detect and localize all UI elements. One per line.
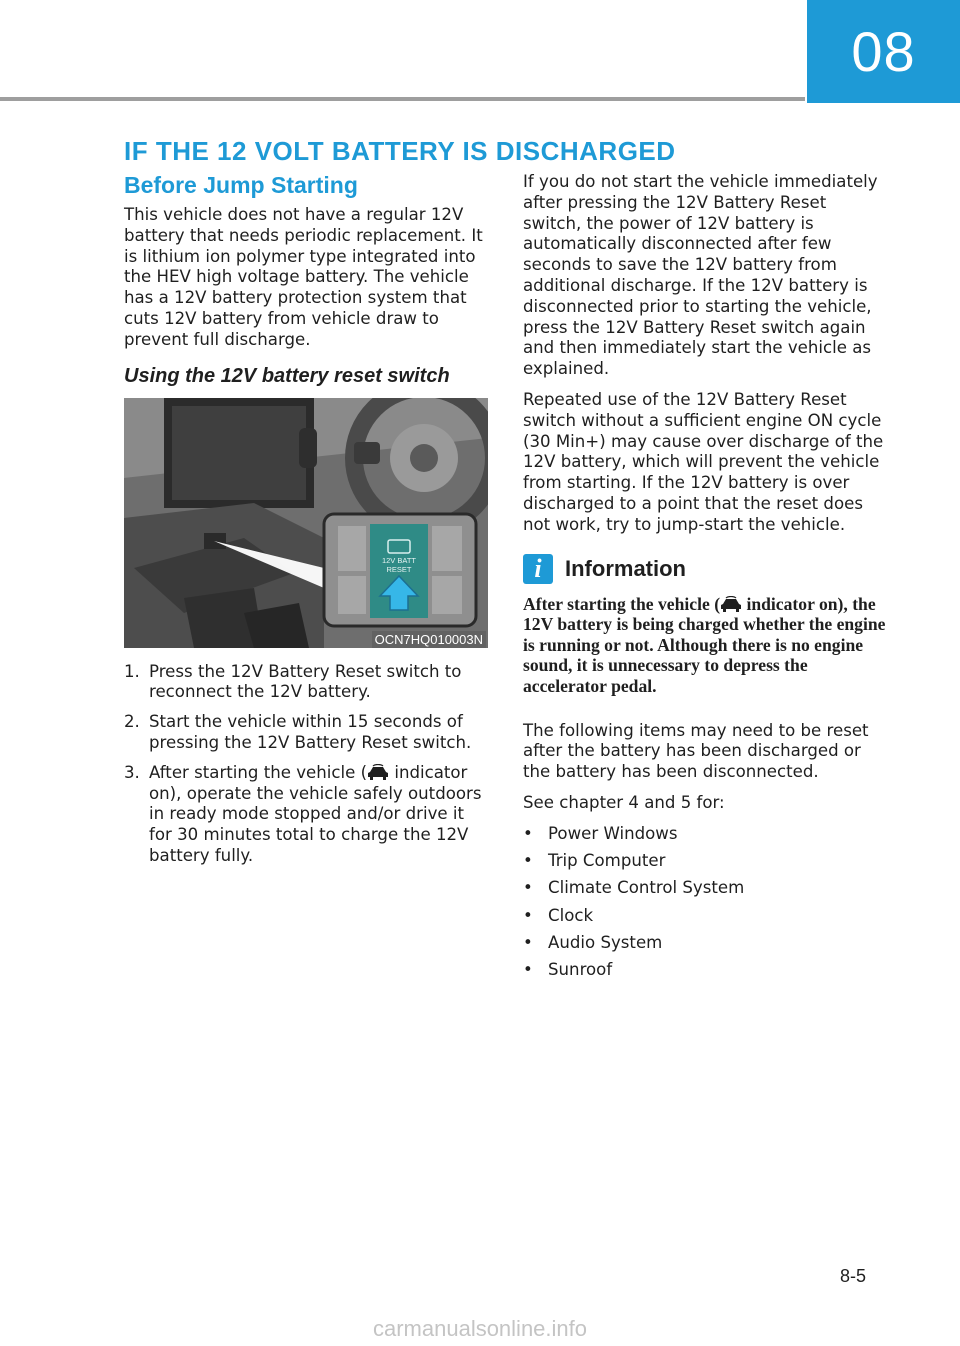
bullet-icon: • — [523, 905, 533, 925]
car-ready-indicator-icon — [720, 596, 742, 612]
left-column — [124, 172, 488, 876]
info-icon: i — [523, 554, 553, 584]
list-item-text: Sunroof — [548, 960, 613, 980]
list-item — [523, 933, 888, 954]
figure-code: OCN7HQ010003N — [372, 631, 486, 648]
information-title: Information — [565, 555, 686, 581]
list-item-text: Clock — [548, 905, 594, 925]
list-item — [523, 878, 888, 899]
step-number: 3. — [124, 762, 140, 782]
list-item — [523, 906, 888, 927]
subhead-before-jump-starting: Before Jump Starting — [124, 172, 358, 198]
list-item-text: Climate Control System — [548, 878, 745, 898]
list-item-text: Audio System — [548, 932, 663, 952]
info-text-pre: After starting the vehicle ( — [523, 593, 721, 614]
bullet-icon: • — [523, 932, 533, 952]
list-item — [523, 824, 888, 845]
button-label-line-1: 12V BATT — [381, 555, 417, 565]
dashboard-illustration — [124, 398, 488, 648]
header-rule — [0, 97, 805, 101]
step-number: 2. — [124, 712, 140, 732]
step-text: Press the 12V Battery Reset switch to reconnect the 12V battery. — [149, 661, 462, 702]
section-title: IF THE 12 VOLT BATTERY IS DISCHARGED — [124, 136, 676, 166]
battery-reset-switch-figure — [124, 398, 488, 648]
watermark: carmanualsonline.info — [372, 1316, 588, 1341]
bullet-icon: • — [523, 878, 533, 898]
bullet-icon: • — [523, 851, 533, 870]
see-chapter-paragraph: See chapter 4 and 5 for: — [523, 792, 725, 812]
step-text-pre: After starting the vehicle ( — [149, 762, 368, 782]
bullet-icon: • — [523, 823, 533, 843]
subsection-heading: Using the 12V battery reset switch — [124, 364, 450, 387]
chapter-tab: 08 — [807, 0, 960, 103]
step-text-post: indicator on), operate the vehicle safely outdoors in ready mode stopped and/or drive it for 30 minutes total to charge the 12V battery fully. — [149, 762, 482, 865]
step-text: Start the vehicle within 15 seconds of pressing the 12V Battery Reset switch. — [149, 712, 472, 752]
button-label-line-2: RESET — [386, 564, 412, 574]
list-item — [523, 960, 888, 981]
list-item — [523, 851, 888, 872]
reset-items-paragraph: The following items may need to be reset after the battery has been discharged or the battery has been disconnected. — [523, 720, 869, 782]
right-column — [523, 172, 888, 987]
steps-list — [124, 662, 488, 867]
car-ready-indicator-icon — [367, 764, 389, 780]
list-item-text: Trip Computer — [548, 851, 666, 870]
reset-items-list — [523, 824, 888, 981]
information-text — [523, 594, 888, 697]
step-item — [124, 712, 488, 754]
step-item — [124, 763, 488, 867]
repeated-use-paragraph: Repeated use of the 12V Battery Reset switch without a sufficient engine ON cycle (30 Min+) may cause over discharge of the 12V battery, which will prevent the vehicle from starting. If the 12V battery is over discharged to a point that the reset does not work, try to jump-start the vehicle. — [523, 389, 884, 534]
info-text-post: indicator on), the 12V battery is being charged whether the engine is running or not. Although there is no engine sound, it is unnecessary to depress the accelerator pedal. — [523, 593, 886, 696]
intro-paragraph: This vehicle does not have a regular 12V battery that needs periodic replacement. It is lithium ion polymer type integrated into the HEV high voltage battery. The vehicle has a 12V battery protection system that cuts 12V battery from vehicle draw to prevent full discharge. — [124, 205, 483, 349]
step-item — [124, 662, 488, 704]
disconnect-paragraph: If you do not start the vehicle immediately after pressing the 12V Battery Reset switch, the power of 12V battery is automatically disconnected after few seconds to save the 12V battery from additional discharge. If the 12V battery is disconnected prior to starting the vehicle, press the 12V Battery Reset switch again and then immediately start the vehicle as explained. — [523, 172, 878, 379]
page-number: 8-5 — [840, 1266, 867, 1286]
information-heading — [523, 554, 888, 584]
bullet-icon: • — [523, 960, 533, 980]
list-item-text: Power Windows — [548, 823, 678, 843]
step-number: 1. — [124, 661, 140, 681]
